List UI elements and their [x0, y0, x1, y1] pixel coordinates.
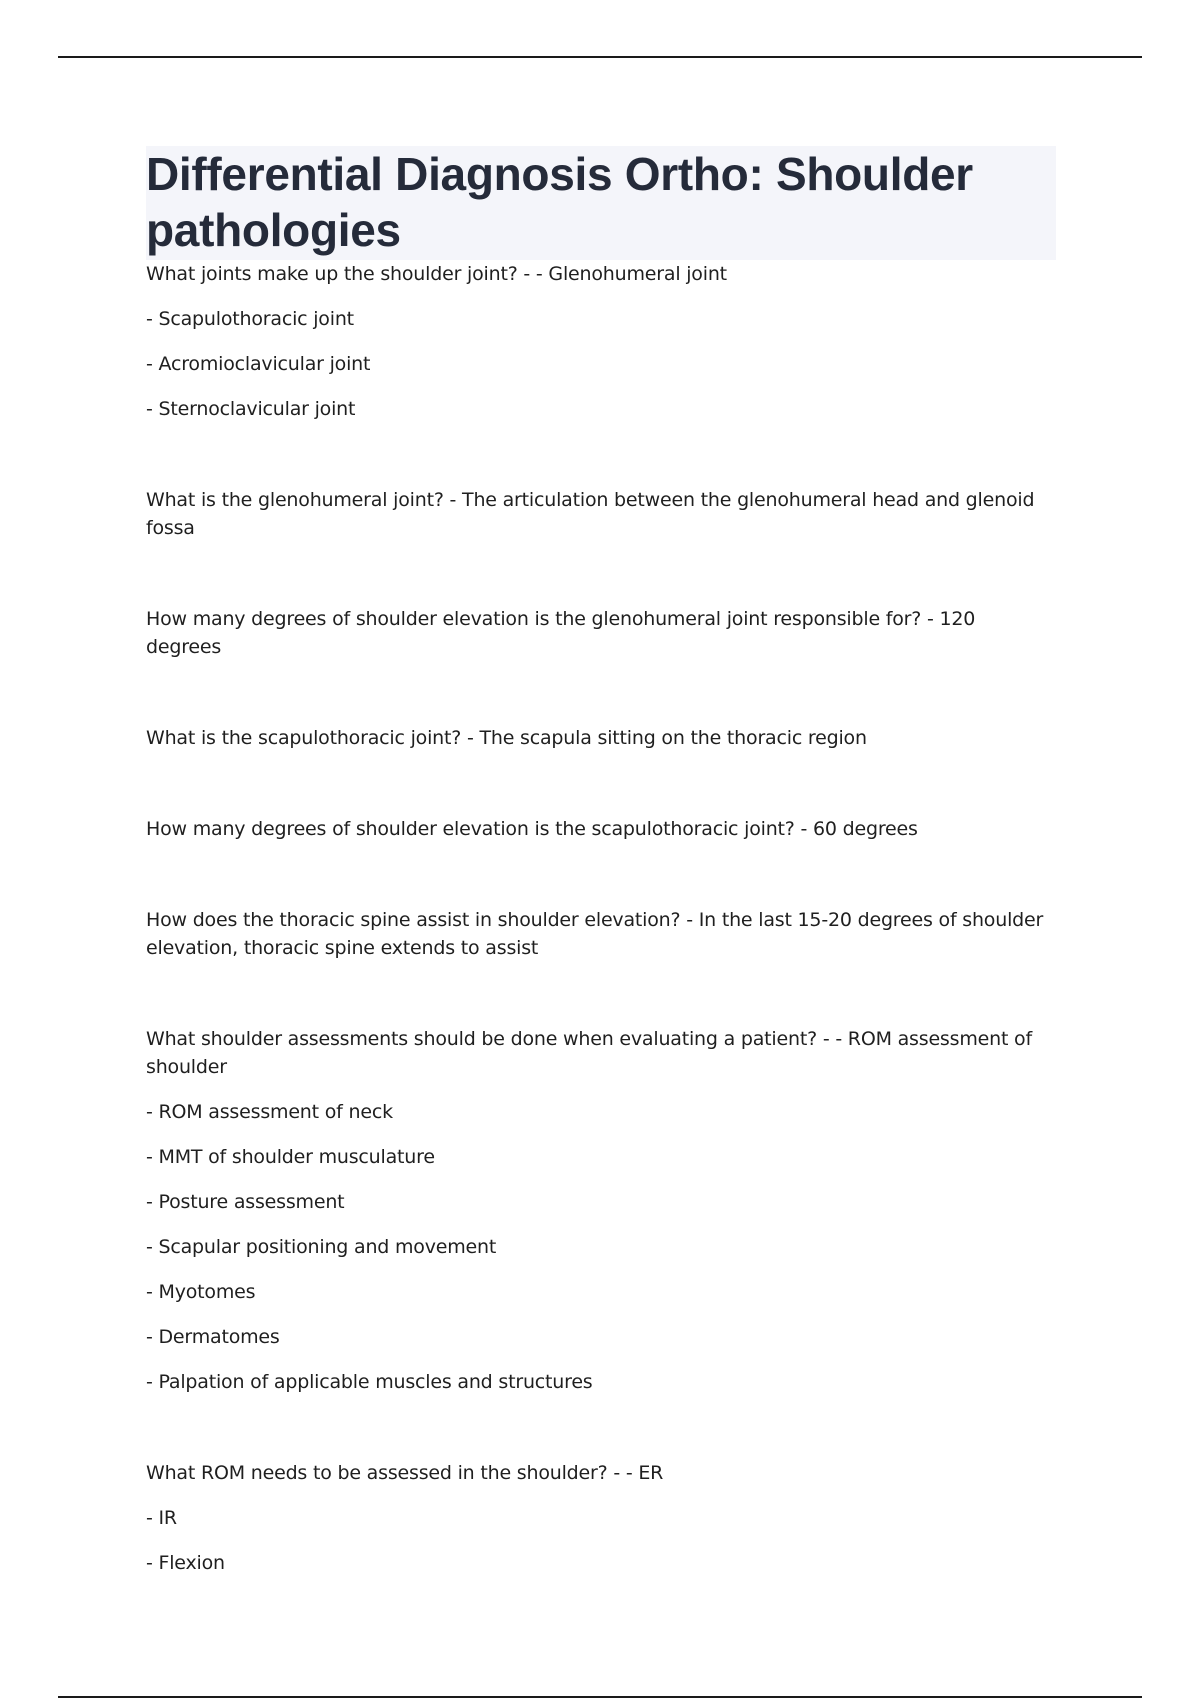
qa-item — [146, 815, 1056, 843]
qa-question: How many degrees of shoulder elevation is the glenohumeral joint responsible for? - 120 degrees — [146, 608, 976, 658]
qa-question: How many degrees of shoulder elevation is the scapulothoracic joint? - 60 degrees — [146, 818, 918, 840]
qa-sub-item: - Flexion — [146, 1552, 225, 1574]
qa-item — [146, 260, 1056, 423]
qa-question: What ROM needs to be assessed in the shoulder? - - ER — [146, 1462, 664, 1484]
qa-sub-item: - IR — [146, 1507, 177, 1529]
qa-sub-item: - Scapular positioning and movement — [146, 1236, 497, 1258]
qa-question: How does the thoracic spine assist in shoulder elevation? - In the last 15-20 degrees of shoulder elevation, thoracic spine extends to assist — [146, 909, 1044, 959]
qa-sub-item: - Myotomes — [146, 1281, 256, 1303]
qa-question: What is the scapulothoracic joint? - The scapula sitting on the thoracic region — [146, 727, 867, 749]
document-body — [146, 146, 1056, 1577]
qa-item — [146, 605, 1056, 661]
title-block — [146, 146, 1056, 260]
qa-item — [146, 486, 1056, 542]
qa-sub-item: - Dermatomes — [146, 1326, 280, 1348]
qa-item — [146, 906, 1056, 962]
qa-list — [146, 260, 1056, 1577]
document-title: Differential Diagnosis Ortho: Shoulder pathologies — [146, 148, 973, 256]
qa-question: What shoulder assessments should be done when evaluating a patient? - - ROM assessment of shoulder — [146, 1028, 1032, 1078]
qa-sub-item: - ROM assessment of neck — [146, 1101, 393, 1123]
qa-sub-item: - Sternoclavicular joint — [146, 398, 356, 420]
qa-question: What is the glenohumeral joint? - The articulation between the glenohumeral head and glenoid fossa — [146, 489, 1035, 539]
qa-item — [146, 724, 1056, 752]
qa-item — [146, 1025, 1056, 1396]
qa-item — [146, 1459, 1056, 1577]
qa-sub-item: - Posture assessment — [146, 1191, 345, 1213]
qa-sub-item: - Scapulothoracic joint — [146, 308, 354, 330]
qa-question: What joints make up the shoulder joint? - - Glenohumeral joint — [146, 263, 727, 285]
qa-sub-item: - Palpation of applicable muscles and structures — [146, 1371, 593, 1393]
qa-sub-item: - Acromioclavicular joint — [146, 353, 371, 375]
top-divider — [58, 56, 1142, 58]
bottom-divider — [58, 1696, 1142, 1698]
qa-sub-item: - MMT of shoulder musculature — [146, 1146, 435, 1168]
